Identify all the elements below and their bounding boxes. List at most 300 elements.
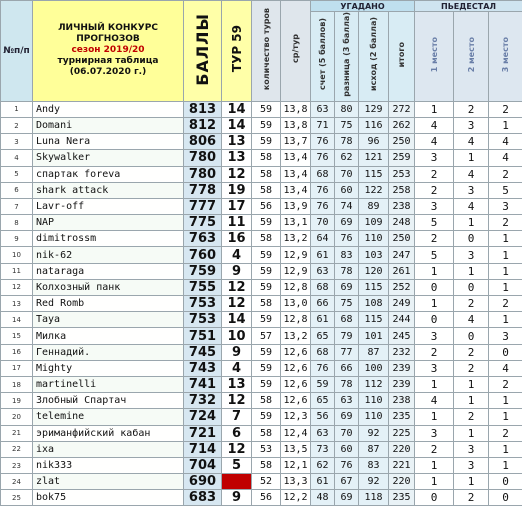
exact-score-cell: 70: [311, 215, 335, 231]
total-cell: 235: [389, 409, 415, 425]
table-row: [1, 101, 522, 117]
total-cell: 245: [389, 328, 415, 344]
tours-count-cell: 59: [252, 215, 281, 231]
outcome-cell: 108: [359, 296, 389, 312]
row-number: 20: [1, 409, 33, 425]
place1-cell: 3: [415, 360, 454, 376]
outcome-cell: 118: [359, 490, 389, 506]
place2-cell: 3: [454, 117, 489, 133]
diff-cell: 78: [335, 376, 359, 392]
place3-cell: 4: [489, 150, 522, 166]
outcome-cell: 110: [359, 231, 389, 247]
tour-cell: 19: [222, 182, 252, 198]
avg-cell: 13,3: [281, 474, 311, 490]
table-row: [1, 215, 522, 231]
avg-cell: 12,6: [281, 393, 311, 409]
avg-cell: 13,9: [281, 198, 311, 214]
row-number: 23: [1, 457, 33, 473]
place1-cell: 2: [415, 166, 454, 182]
tour-cell: 12: [222, 393, 252, 409]
tours-count-cell: 58: [252, 296, 281, 312]
total-cell: 248: [389, 215, 415, 231]
avg-cell: 12,4: [281, 425, 311, 441]
player-name: Luna Nera: [33, 134, 184, 150]
score-cell: 683: [184, 490, 222, 506]
score-cell: 778: [184, 182, 222, 198]
total-cell: 232: [389, 344, 415, 360]
table-row: [1, 312, 522, 328]
exact-score-cell: 76: [311, 182, 335, 198]
place3-cell: 2: [489, 425, 522, 441]
score-cell: 751: [184, 328, 222, 344]
diff-cell: 63: [335, 393, 359, 409]
player-name: nik333: [33, 457, 184, 473]
exact-score-cell: 63: [311, 263, 335, 279]
player-name: bok75: [33, 490, 184, 506]
diff-cell: 69: [335, 409, 359, 425]
player-name: эриманфийский кабан: [33, 425, 184, 441]
diff-cell: 67: [335, 474, 359, 490]
total-cell: 250: [389, 231, 415, 247]
table-row: [1, 247, 522, 263]
score-cell: 812: [184, 117, 222, 133]
player-name: ixa: [33, 441, 184, 457]
outcome-cell: 129: [359, 101, 389, 117]
place2-cell: 1: [454, 393, 489, 409]
score-cell: 777: [184, 198, 222, 214]
place1-cell: 3: [415, 198, 454, 214]
diff-cell: 80: [335, 101, 359, 117]
diff-cell: 77: [335, 344, 359, 360]
avg-cell: 13,5: [281, 441, 311, 457]
row-number: 2: [1, 117, 33, 133]
table-row: [1, 263, 522, 279]
total-cell: 262: [389, 117, 415, 133]
exact-score-cell: 61: [311, 474, 335, 490]
tour-cell: 13: [222, 376, 252, 392]
place3-cell: 2: [489, 101, 522, 117]
score-cell: 760: [184, 247, 222, 263]
outcome-cell: 83: [359, 457, 389, 473]
table-row: [1, 344, 522, 360]
row-number: 21: [1, 425, 33, 441]
total-cell: 235: [389, 490, 415, 506]
place1-cell: 1: [415, 101, 454, 117]
exact-score-cell: 76: [311, 360, 335, 376]
row-number: 19: [1, 393, 33, 409]
table-row: [1, 425, 522, 441]
place3-cell: 2: [489, 296, 522, 312]
outcome-cell: 92: [359, 474, 389, 490]
tours-count-cell: 56: [252, 490, 281, 506]
table-row: [1, 328, 522, 344]
place2-cell: 2: [454, 344, 489, 360]
place1-cell: 0: [415, 312, 454, 328]
place2-cell: 4: [454, 166, 489, 182]
outcome-cell: 89: [359, 198, 389, 214]
tours-count-cell: 52: [252, 474, 281, 490]
row-number: 18: [1, 376, 33, 392]
avg-cell: 12,6: [281, 376, 311, 392]
header-balls: БАЛЛЫ: [184, 1, 222, 102]
total-cell: 221: [389, 457, 415, 473]
tour-cell: 6: [222, 425, 252, 441]
place1-cell: 1: [415, 263, 454, 279]
diff-cell: 70: [335, 166, 359, 182]
row-number: 11: [1, 263, 33, 279]
total-cell: 259: [389, 150, 415, 166]
place1-cell: 2: [415, 182, 454, 198]
place2-cell: 0: [454, 231, 489, 247]
table-row: [1, 117, 522, 133]
header-podium-group: ПЬЕДЕСТАЛ: [415, 1, 522, 12]
score-cell: 775: [184, 215, 222, 231]
tours-count-cell: 58: [252, 457, 281, 473]
score-cell: 690: [184, 474, 222, 490]
score-cell: 724: [184, 409, 222, 425]
table-row: [1, 150, 522, 166]
place3-cell: 4: [489, 134, 522, 150]
place1-cell: 1: [415, 474, 454, 490]
diff-cell: 60: [335, 441, 359, 457]
place1-cell: 3: [415, 425, 454, 441]
avg-cell: 13,2: [281, 231, 311, 247]
exact-score-cell: 63: [311, 101, 335, 117]
tour-cell: [222, 474, 252, 490]
place3-cell: 2: [489, 166, 522, 182]
place2-cell: 2: [454, 360, 489, 376]
place1-cell: 5: [415, 215, 454, 231]
exact-score-cell: 65: [311, 328, 335, 344]
header-avg: ср/тур: [281, 1, 311, 102]
avg-cell: 12,9: [281, 263, 311, 279]
place3-cell: 1: [489, 263, 522, 279]
outcome-cell: 115: [359, 279, 389, 295]
exact-score-cell: 64: [311, 231, 335, 247]
exact-score-cell: 73: [311, 441, 335, 457]
player-name: shark attack: [33, 182, 184, 198]
table-row: [1, 231, 522, 247]
score-cell: 780: [184, 166, 222, 182]
exact-score-cell: 76: [311, 150, 335, 166]
place3-cell: 0: [489, 490, 522, 506]
player-name: спартак foreva: [33, 166, 184, 182]
total-cell: 220: [389, 441, 415, 457]
total-cell: 247: [389, 247, 415, 263]
tour-cell: 12: [222, 279, 252, 295]
player-name: martinelli: [33, 376, 184, 392]
outcome-cell: 109: [359, 215, 389, 231]
avg-cell: 12,2: [281, 490, 311, 506]
outcome-cell: 120: [359, 263, 389, 279]
row-number: 22: [1, 441, 33, 457]
avg-cell: 12,9: [281, 247, 311, 263]
place3-cell: 1: [489, 279, 522, 295]
table-row: [1, 296, 522, 312]
row-number: 12: [1, 279, 33, 295]
row-number: 1: [1, 101, 33, 117]
diff-cell: 69: [335, 215, 359, 231]
tours-count-cell: 59: [252, 312, 281, 328]
row-number: 8: [1, 215, 33, 231]
tour-cell: 4: [222, 360, 252, 376]
place1-cell: 4: [415, 393, 454, 409]
exact-score-cell: 56: [311, 409, 335, 425]
total-cell: 238: [389, 393, 415, 409]
player-name: Mighty: [33, 360, 184, 376]
table-row: [1, 376, 522, 392]
tours-count-cell: 59: [252, 344, 281, 360]
player-name: Domani: [33, 117, 184, 133]
score-cell: 743: [184, 360, 222, 376]
row-number: 13: [1, 296, 33, 312]
place1-cell: 0: [415, 490, 454, 506]
score-cell: 741: [184, 376, 222, 392]
score-cell: 759: [184, 263, 222, 279]
place2-cell: 4: [454, 312, 489, 328]
tours-count-cell: 59: [252, 247, 281, 263]
table-row: [1, 490, 522, 506]
table-row: [1, 134, 522, 150]
place1-cell: 1: [415, 296, 454, 312]
place2-cell: 4: [454, 134, 489, 150]
avg-cell: 13,7: [281, 134, 311, 150]
player-name: Злобный Спартач: [33, 393, 184, 409]
total-cell: 238: [389, 198, 415, 214]
row-number: 15: [1, 328, 33, 344]
table-row: [1, 474, 522, 490]
total-cell: 272: [389, 101, 415, 117]
diff-cell: 78: [335, 134, 359, 150]
player-name: nik-62: [33, 247, 184, 263]
row-number: 3: [1, 134, 33, 150]
row-number: 25: [1, 490, 33, 506]
avg-cell: 12,6: [281, 344, 311, 360]
score-cell: 753: [184, 312, 222, 328]
avg-cell: 13,8: [281, 117, 311, 133]
diff-cell: 66: [335, 360, 359, 376]
diff-cell: 76: [335, 457, 359, 473]
place3-cell: 3: [489, 328, 522, 344]
table-row: [1, 409, 522, 425]
avg-cell: 12,8: [281, 279, 311, 295]
avg-cell: 13,8: [281, 101, 311, 117]
total-cell: 220: [389, 474, 415, 490]
diff-cell: 74: [335, 198, 359, 214]
diff-cell: 76: [335, 231, 359, 247]
score-cell: 714: [184, 441, 222, 457]
tours-count-cell: 58: [252, 166, 281, 182]
outcome-cell: 110: [359, 409, 389, 425]
diff-cell: 75: [335, 117, 359, 133]
exact-score-cell: 68: [311, 279, 335, 295]
place3-cell: 4: [489, 360, 522, 376]
player-name: nataraga: [33, 263, 184, 279]
outcome-cell: 121: [359, 150, 389, 166]
score-cell: 813: [184, 101, 222, 117]
score-cell: 721: [184, 425, 222, 441]
diff-cell: 60: [335, 182, 359, 198]
exact-score-cell: 48: [311, 490, 335, 506]
total-cell: 261: [389, 263, 415, 279]
total-cell: 252: [389, 279, 415, 295]
row-number: 5: [1, 166, 33, 182]
tour-cell: 11: [222, 215, 252, 231]
outcome-cell: 101: [359, 328, 389, 344]
row-number: 14: [1, 312, 33, 328]
tours-count-cell: 59: [252, 376, 281, 392]
header-place2: 2 место: [454, 12, 489, 102]
player-name: Taya: [33, 312, 184, 328]
exact-score-cell: 63: [311, 425, 335, 441]
place1-cell: 2: [415, 441, 454, 457]
tours-count-cell: 59: [252, 279, 281, 295]
tour-cell: 14: [222, 117, 252, 133]
outcome-cell: 92: [359, 425, 389, 441]
avg-cell: 12,8: [281, 312, 311, 328]
row-number: 6: [1, 182, 33, 198]
total-cell: 249: [389, 296, 415, 312]
place2-cell: 0: [454, 279, 489, 295]
tours-count-cell: 58: [252, 150, 281, 166]
place3-cell: 5: [489, 182, 522, 198]
tour-cell: 9: [222, 263, 252, 279]
outcome-cell: 110: [359, 393, 389, 409]
place2-cell: 2: [454, 296, 489, 312]
tours-count-cell: 53: [252, 441, 281, 457]
diff-cell: 75: [335, 296, 359, 312]
header-diff: разница (3 балла): [335, 12, 359, 102]
exact-score-cell: 76: [311, 134, 335, 150]
diff-cell: 70: [335, 425, 359, 441]
place1-cell: 0: [415, 279, 454, 295]
header-tour: ТУР 59: [222, 1, 252, 102]
table-row: [1, 441, 522, 457]
place3-cell: 1: [489, 409, 522, 425]
tour-cell: 7: [222, 409, 252, 425]
place3-cell: 1: [489, 231, 522, 247]
place1-cell: 4: [415, 117, 454, 133]
score-cell: 704: [184, 457, 222, 473]
diff-cell: 69: [335, 279, 359, 295]
place2-cell: 1: [454, 215, 489, 231]
place1-cell: 2: [415, 344, 454, 360]
header-total: итого: [389, 12, 415, 102]
tour-cell: 13: [222, 134, 252, 150]
place1-cell: 3: [415, 150, 454, 166]
place2-cell: 2: [454, 490, 489, 506]
place3-cell: 1: [489, 441, 522, 457]
score-cell: 763: [184, 231, 222, 247]
diff-cell: 79: [335, 328, 359, 344]
place1-cell: 1: [415, 376, 454, 392]
exact-score-cell: 68: [311, 344, 335, 360]
place2-cell: 3: [454, 457, 489, 473]
score-cell: 780: [184, 150, 222, 166]
exact-score-cell: 66: [311, 296, 335, 312]
tour-cell: 4: [222, 247, 252, 263]
tour-cell: 10: [222, 328, 252, 344]
row-number: 17: [1, 360, 33, 376]
tours-count-cell: 59: [252, 263, 281, 279]
tours-count-cell: 59: [252, 117, 281, 133]
avg-cell: 13,4: [281, 166, 311, 182]
player-name: Милка: [33, 328, 184, 344]
table-row: [1, 360, 522, 376]
table-row: [1, 393, 522, 409]
tour-cell: 13: [222, 150, 252, 166]
avg-cell: 13,2: [281, 328, 311, 344]
place2-cell: 2: [454, 409, 489, 425]
tours-count-cell: 59: [252, 360, 281, 376]
score-cell: 806: [184, 134, 222, 150]
place2-cell: 3: [454, 247, 489, 263]
tour-cell: 12: [222, 441, 252, 457]
header-place3: 3 место: [489, 12, 522, 102]
row-number: 24: [1, 474, 33, 490]
place3-cell: 2: [489, 376, 522, 392]
total-cell: 239: [389, 376, 415, 392]
diff-cell: 83: [335, 247, 359, 263]
place3-cell: 1: [489, 457, 522, 473]
row-number: 16: [1, 344, 33, 360]
score-cell: 753: [184, 296, 222, 312]
header-place1: 1 место: [415, 12, 454, 102]
table-row: [1, 457, 522, 473]
table-row: [1, 279, 522, 295]
exact-score-cell: 61: [311, 312, 335, 328]
avg-cell: 13,1: [281, 215, 311, 231]
outcome-cell: 96: [359, 134, 389, 150]
place3-cell: 0: [489, 474, 522, 490]
outcome-cell: 87: [359, 441, 389, 457]
place1-cell: 1: [415, 409, 454, 425]
place3-cell: 0: [489, 344, 522, 360]
diff-cell: 69: [335, 490, 359, 506]
tour-cell: 5: [222, 457, 252, 473]
place3-cell: 1: [489, 117, 522, 133]
table-body: [1, 101, 522, 506]
place3-cell: 3: [489, 198, 522, 214]
score-cell: 755: [184, 279, 222, 295]
player-name: zlat: [33, 474, 184, 490]
tour-cell: 12: [222, 296, 252, 312]
avg-cell: 12,1: [281, 457, 311, 473]
diff-cell: 78: [335, 263, 359, 279]
header-number: №п/п: [1, 1, 33, 102]
place2-cell: 1: [454, 376, 489, 392]
tour-cell: 9: [222, 344, 252, 360]
tours-count-cell: 58: [252, 393, 281, 409]
outcome-cell: 122: [359, 182, 389, 198]
place3-cell: 1: [489, 393, 522, 409]
total-cell: 239: [389, 360, 415, 376]
outcome-cell: 115: [359, 166, 389, 182]
tours-count-cell: 56: [252, 198, 281, 214]
tour-cell: 17: [222, 198, 252, 214]
row-number: 7: [1, 198, 33, 214]
place2-cell: 4: [454, 198, 489, 214]
player-name: dimitrossm: [33, 231, 184, 247]
avg-cell: 12,6: [281, 360, 311, 376]
exact-score-cell: 76: [311, 198, 335, 214]
tours-count-cell: 59: [252, 134, 281, 150]
outcome-cell: 115: [359, 312, 389, 328]
place3-cell: 1: [489, 247, 522, 263]
header-tours-count: количество туров: [252, 1, 281, 102]
total-cell: 244: [389, 312, 415, 328]
exact-score-cell: 62: [311, 457, 335, 473]
